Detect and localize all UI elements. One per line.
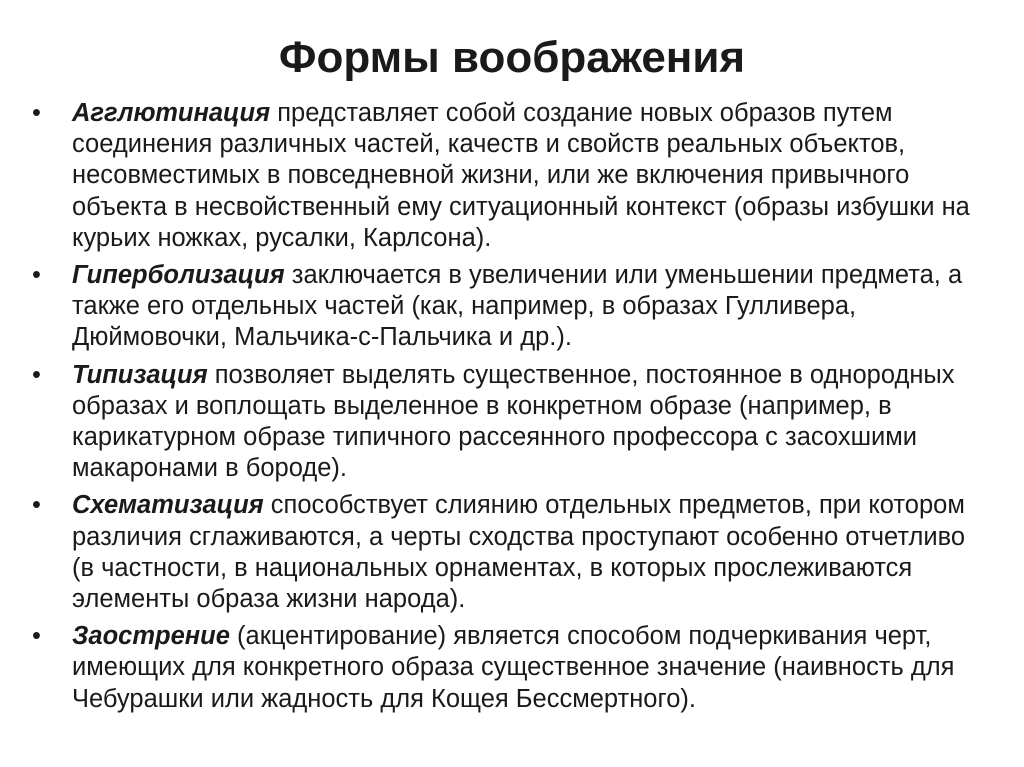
list-item-schematization <box>32 490 992 615</box>
description-sharpening: (акцентирование) является способом подчеркивания черт, имеющих для конкретного образа существенное значение (наивность для Чебурашки или жадность для Кощея Бессмертного). <box>72 622 955 713</box>
bullet-icon: • <box>32 360 41 389</box>
slide-title: Формы воображения <box>278 33 746 82</box>
list-item-hyperbolization <box>32 260 992 354</box>
term-schematization: Схематизация <box>72 491 264 520</box>
bullet-icon: • <box>32 491 41 520</box>
description-hyperbolization: заключается в увеличении или уменьшении предмета, а также его отдельных частей (как, например, в образах Гулливера, Дюймовочки, Мальчика-с-Пальчика и др.). <box>72 261 963 352</box>
description-schematization: способствует слиянию отдельных предметов, при котором различия сглаживаются, а черты сходства проступают особенно отчетливо (в частности, в национальных орнаментах, в которых прослеживаются элементы образа жизни народа). <box>72 491 966 614</box>
description-typification: позволяет выделять существенное, постоянное в однородных образах и воплощать выделенное в конкретном образе (например, в карикатурном образе типичного рассеянного профессора с засохшими макаронами в бороде). <box>72 360 955 483</box>
term-hyperbolization: Гиперболизация <box>72 261 285 290</box>
bullet-icon: • <box>32 261 41 290</box>
term-typification: Типизация <box>72 360 208 389</box>
description-agglutination: представляет собой создание новых образов путем соединения различных частей, качеств и свойств реальных объектов, несовместимых в повседневной жизни, или же включения привычного объекта в несвойственный ему ситуационный контекст (образы избушки на курьих ножках, русалки, Карлсона). <box>72 99 970 252</box>
list-item-agglutination <box>32 98 992 254</box>
bullet-icon: • <box>32 99 41 127</box>
bullet-icon: • <box>32 622 41 651</box>
term-sharpening: Заострение <box>72 622 230 651</box>
forms-list <box>32 98 992 721</box>
list-item-sharpening <box>32 621 992 715</box>
list-item-typification <box>32 360 992 485</box>
term-agglutination: Агглютинация <box>72 99 271 127</box>
